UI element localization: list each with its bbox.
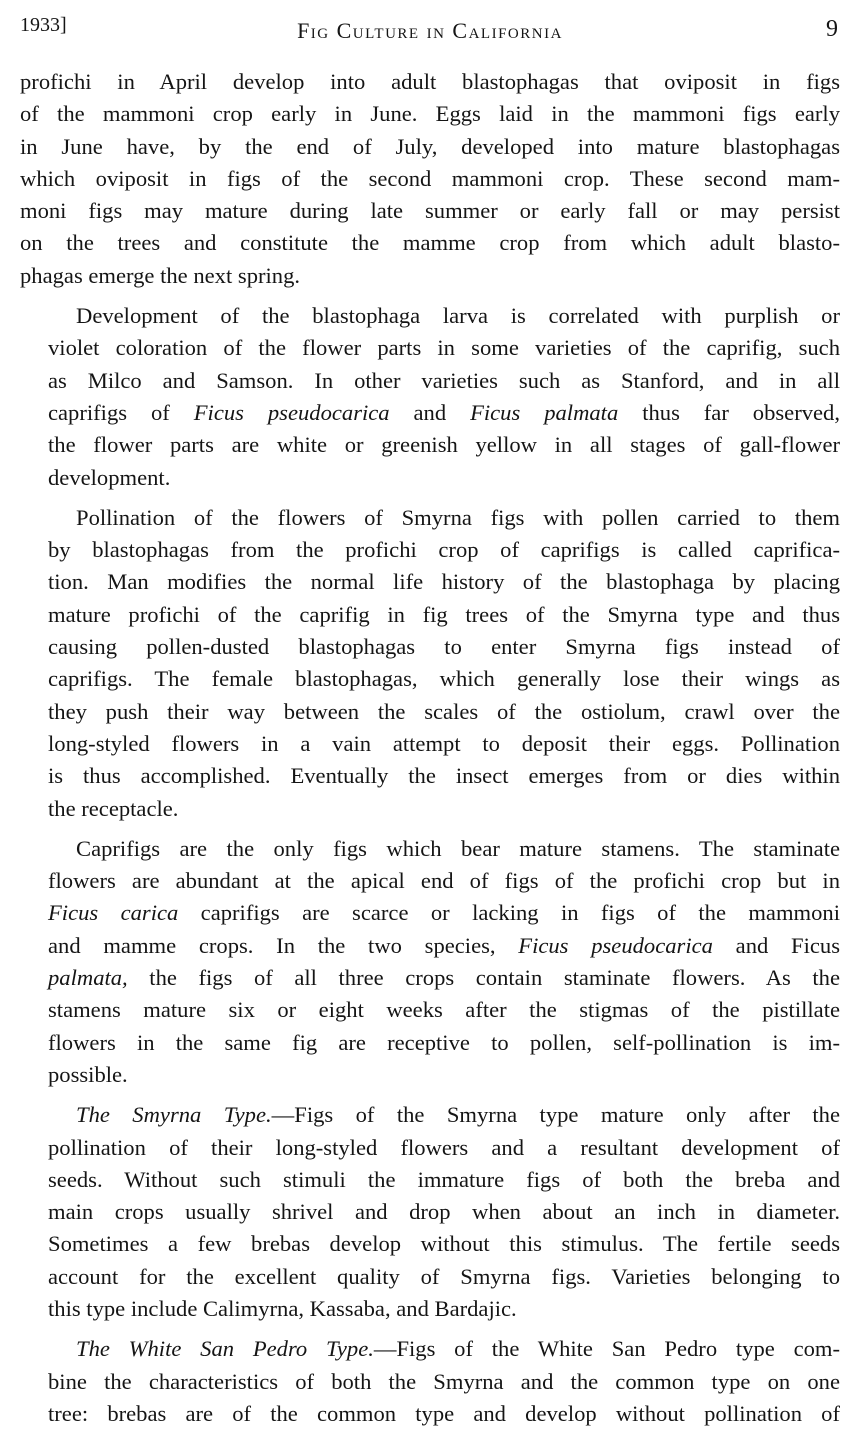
text-line: caprifigs. The female blastophagas, which generally lose their wings as: [48, 666, 840, 692]
text-line: account for the excellent quality of Smyrna figs. Varieties belonging to: [48, 1263, 840, 1289]
text-line: long-styled flowers in a vain attempt to deposit their eggs. Pollination: [48, 730, 840, 756]
paragraph-white-san-pedro-type: [20, 1333, 840, 1430]
page-number: 9: [826, 16, 838, 42]
text-line: they push their way between the scales of the ostiolum, crawl over the: [48, 698, 840, 724]
text-line: possible.: [48, 1061, 128, 1087]
text-line: causing pollen-dusted blastophagas to enter Smyrna figs instead of: [48, 634, 840, 660]
text-line: caprifigs of Ficus pseudocarica and Ficus palmata thus far observed,: [48, 399, 840, 425]
text-line: of the mammoni crop early in June. Eggs laid in the mammoni figs early: [20, 101, 840, 127]
text-line: is thus accomplished. Eventually the insect emerges from or dies within: [48, 763, 840, 789]
text-line: The White San Pedro Type.—Figs of the White San Pedro type com-: [76, 1336, 840, 1362]
text-line: development.: [48, 464, 171, 490]
text-line: the receptacle.: [48, 795, 179, 821]
text-line: tree: brebas are of the common type and develop without pollination of: [48, 1400, 840, 1426]
text-line: Ficus carica caprifigs are scarce or lacking in figs of the mammoni: [48, 900, 840, 926]
paragraph-1: [20, 66, 840, 292]
text-line: Development of the blastophaga larva is correlated with purplish or: [76, 303, 840, 329]
text-line: phagas emerge the next spring.: [20, 262, 301, 288]
text-line: stamens mature six or eight weeks after the stigmas of the pistillate: [48, 997, 840, 1023]
text-line: main crops usually shrivel and drop when about an inch in diameter.: [48, 1199, 840, 1225]
text-line: this type include Calimyrna, Kassaba, and Bardajic.: [48, 1295, 517, 1321]
header-title: Fig Culture in California: [297, 18, 563, 43]
text-line: which oviposit in figs of the second mammoni crop. These second mam-: [20, 165, 840, 191]
text-line: on the trees and constitute the mamme crop from which adult blasto-: [20, 230, 840, 256]
text-line: by blastophagas from the profichi crop of caprifigs is called caprifica-: [48, 537, 840, 563]
text-line: tion. Man modifies the normal life history of the blastophaga by placing: [48, 569, 840, 595]
document-page: [20, 10, 840, 1430]
body-text: [20, 66, 840, 1430]
running-header: [20, 10, 840, 44]
paragraph-smyrna-type: [20, 1099, 840, 1325]
text-line: and mamme crops. In the two species, Ficus pseudocarica and Ficus: [48, 932, 840, 958]
text-line: pollination of their long-styled flowers and a resultant development of: [48, 1134, 840, 1160]
paragraph-3: [20, 502, 840, 825]
paragraph-2: [20, 300, 840, 494]
text-line: seeds. Without such stimuli the immature figs of both the breba and: [48, 1166, 840, 1192]
paragraph-4: [20, 833, 840, 1091]
text-line: in June have, by the end of July, developed into mature blastophagas: [20, 133, 840, 159]
text-line: Pollination of the flowers of Smyrna figs with pollen carried to them: [76, 504, 840, 530]
text-line: profichi in April develop into adult blastophagas that oviposit in figs: [20, 69, 840, 94]
text-line: flowers in the same fig are receptive to pollen, self-pollination is im-: [48, 1029, 840, 1055]
text-line: moni figs may mature during late summer or early fall or may persist: [20, 198, 840, 224]
text-line: The Smyrna Type.—Figs of the Smyrna type mature only after the: [76, 1102, 840, 1128]
text-line: violet coloration of the flower parts in some varieties of the caprifig, such: [48, 335, 840, 361]
header-year: 1933]: [20, 14, 67, 36]
text-line: palmata, the figs of all three crops contain staminate flowers. As the: [48, 965, 840, 991]
text-line: the flower parts are white or greenish yellow in all stages of gall-flower: [48, 432, 840, 458]
text-line: Caprifigs are the only figs which bear mature stamens. The staminate: [76, 835, 840, 861]
text-line: as Milco and Samson. In other varieties such as Stanford, and in all: [48, 367, 840, 393]
text-line: mature profichi of the caprifig in fig trees of the Smyrna type and thus: [48, 601, 840, 627]
text-line: bine the characteristics of both the Smyrna and the common type on one: [48, 1368, 840, 1394]
text-line: flowers are abundant at the apical end of figs of the profichi crop but in: [48, 868, 840, 894]
text-line: Sometimes a few brebas develop without this stimulus. The fertile seeds: [48, 1231, 840, 1257]
